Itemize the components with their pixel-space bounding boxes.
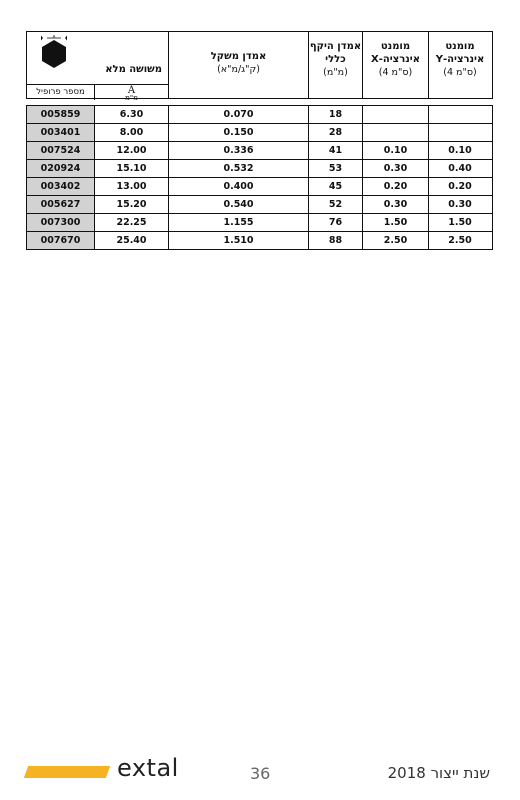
weight-cell: 0.400 (168, 178, 308, 195)
profile-number-cell: 003402 (27, 178, 94, 195)
table-row (27, 159, 492, 177)
inertia-y-title-2: אינרציה-Y (435, 54, 485, 65)
perimeter-cell: 53 (308, 160, 362, 177)
inertia-x-cell: 0.10 (362, 142, 428, 159)
table-row (27, 213, 492, 231)
inertia-y-cell: 2.50 (428, 232, 491, 249)
footer-accent-bar (24, 766, 110, 778)
inertia-y-cell: 0.30 (428, 196, 491, 213)
inertia-x-cell (362, 106, 428, 123)
profile-number-cell: 003401 (27, 124, 94, 141)
dimension-header (94, 85, 168, 100)
perimeter-cell: 76 (308, 214, 362, 231)
inertia-x-title-1: מומנט (380, 41, 411, 52)
table-row (27, 177, 492, 195)
table-body (26, 105, 493, 250)
perimeter-title-1: אמדן היקף (309, 41, 362, 52)
table-row (27, 141, 492, 159)
weight-cell: 0.532 (168, 160, 308, 177)
inertia-x-unit: (ס"מ 4) (378, 67, 413, 78)
dimension-letter: A (127, 85, 136, 96)
dimension-cell: 15.10 (94, 160, 168, 177)
profile-number-cell: 005859 (27, 106, 94, 123)
profile-number-cell: 020924 (27, 160, 94, 177)
weight-cell: 0.540 (168, 196, 308, 213)
inertia-y-title-1: מומנט (445, 41, 475, 52)
inertia-y-cell: 0.40 (428, 160, 491, 177)
table-row (27, 123, 492, 141)
perimeter-cell: 18 (308, 106, 362, 123)
dimension-cell: 8.00 (94, 124, 168, 141)
weight-title: אמדן משקל (210, 51, 267, 62)
table-row (27, 106, 492, 123)
inertia-y-cell (428, 124, 491, 141)
dimension-cell: 15.20 (94, 196, 168, 213)
profile-number-cell: 007670 (27, 232, 94, 249)
svg-text:A: A (52, 35, 56, 39)
dimension-unit: מ"מ (125, 94, 138, 102)
weight-unit: (ק"ג/מ"א) (217, 64, 260, 75)
inertia-x-cell: 0.20 (362, 178, 428, 195)
inertia-x-header (362, 32, 428, 98)
year-label: שנת ייצור 2018 (387, 764, 490, 782)
page-number: 36 (250, 764, 271, 783)
inertia-x-cell: 0.30 (362, 196, 428, 213)
inertia-x-cell: 2.50 (362, 232, 428, 249)
inertia-y-cell: 0.20 (428, 178, 491, 195)
inertia-y-cell (428, 106, 491, 123)
profile-table (26, 31, 493, 246)
profile-shape-label: משושה מלא (105, 64, 162, 75)
profile-number-header: מספר פרופיל (36, 87, 85, 97)
perimeter-cell: 52 (308, 196, 362, 213)
inertia-y-cell: 0.10 (428, 142, 491, 159)
hexagon-profile-icon (38, 35, 70, 69)
inertia-y-unit: (ס"מ 4) (443, 67, 477, 78)
inertia-x-cell: 1.50 (362, 214, 428, 231)
weight-header (168, 32, 308, 98)
dimension-cell: 25.40 (94, 232, 168, 249)
weight-cell: 0.070 (168, 106, 308, 123)
table-header (26, 31, 493, 102)
perimeter-title-2: כללי (325, 54, 346, 65)
perimeter-cell: 88 (308, 232, 362, 249)
profile-number-cell: 007524 (27, 142, 94, 159)
dimension-cell: 13.00 (94, 178, 168, 195)
inertia-x-cell: 0.30 (362, 160, 428, 177)
table-row (27, 195, 492, 213)
header-subrow (27, 84, 168, 100)
perimeter-cell: 45 (308, 178, 362, 195)
table-row (27, 231, 492, 249)
profile-number-cell: 005627 (27, 196, 94, 213)
weight-cell: 1.155 (168, 214, 308, 231)
perimeter-cell: 41 (308, 142, 362, 159)
dimension-cell: 12.00 (94, 142, 168, 159)
perimeter-cell: 28 (308, 124, 362, 141)
hexagon-header (27, 32, 168, 85)
weight-cell: 1.510 (168, 232, 308, 249)
perimeter-unit: (מ"מ) (323, 67, 348, 78)
dimension-cell: 22.25 (94, 214, 168, 231)
inertia-y-header (428, 32, 491, 98)
inertia-y-cell: 1.50 (428, 214, 491, 231)
dimension-cell: 6.30 (94, 106, 168, 123)
inertia-x-cell (362, 124, 428, 141)
weight-cell: 0.150 (168, 124, 308, 141)
weight-cell: 0.336 (168, 142, 308, 159)
inertia-x-title-2: אינרציה-X (371, 54, 420, 65)
profile-number-cell: 007300 (27, 214, 94, 231)
extal-logo: extal (117, 754, 179, 782)
perimeter-header (308, 32, 362, 98)
